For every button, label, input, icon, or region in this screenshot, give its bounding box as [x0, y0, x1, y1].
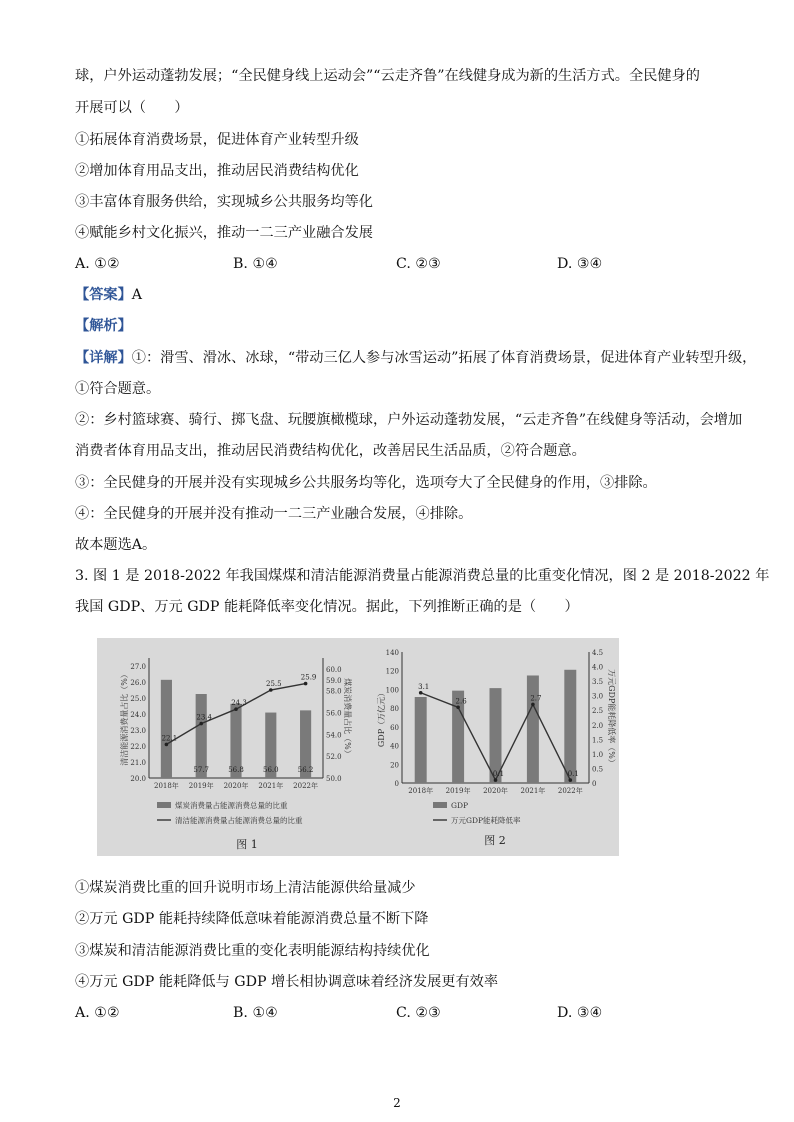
- answer-tag: 【答案】: [75, 287, 132, 303]
- fig1-bar: [161, 680, 172, 778]
- q2-detail-line1: [75, 348, 756, 368]
- fig2-left-tick: 100: [385, 686, 399, 695]
- fig1-line-point: [234, 707, 238, 711]
- fig2-x-tick: 2021年: [520, 787, 546, 795]
- fig1-left-tick: 25.0: [130, 695, 146, 703]
- fig1-bar-label: 56.8: [228, 766, 244, 774]
- fig1-line-label: 23.4: [196, 713, 212, 722]
- fig2-bar: [527, 675, 542, 783]
- q2-detail-line3: ②：乡村篮球赛、骑行、掷飞盘、玩腰旗橄榄球，户外运动蓬勃发展，“云走齐鲁”在线健身等活动，会增加: [75, 412, 743, 428]
- fig2-x-tick: 2018年: [408, 787, 434, 795]
- q3-option-a: A. ①②: [75, 1005, 120, 1021]
- q3-item-3: ③煤炭和清洁能源消费比重的变化表明能源结构持续优化: [75, 943, 430, 959]
- q3-option-d: D. ③④: [557, 1005, 603, 1021]
- fig1-bar-label: 56.0: [263, 766, 279, 774]
- fig1-right-tick: 58.0: [326, 687, 342, 696]
- figure1-chart: [119, 658, 353, 851]
- fig2-left-tick: 40: [390, 742, 399, 751]
- fig1-right-tick: 59.0: [326, 676, 342, 685]
- q3-item-1: ①煤炭消费比重的回升说明市场上清洁能源供给量减少: [75, 880, 416, 896]
- fig2-legend-bar-swatch: [433, 802, 447, 808]
- q3-stem-line2: 我国 GDP、万元 GDP 能耗降低率变化情况。据此，下列推断正确的是（ ）: [75, 599, 579, 615]
- fig1-x-tick: 2019年: [188, 782, 214, 790]
- q3-item-4: ④万元 GDP 能耗降低与 GDP 增长相协调意味着经济发展更有效率: [75, 974, 499, 990]
- fig1-right-tick: 50.0: [326, 775, 342, 783]
- fig2-line-point: [569, 778, 573, 782]
- fig2-bar: [564, 670, 576, 783]
- fig2-line-label: 3.1: [418, 682, 430, 691]
- fig2-right-tick: 4.5: [592, 649, 604, 657]
- fig1-x-tick: 2018年: [153, 782, 179, 790]
- q2-option-d: D. ③④: [557, 256, 603, 272]
- fig1-line-label: 24.3: [231, 699, 247, 708]
- fig2-line-point: [419, 691, 423, 695]
- fig2-left-tick: 80: [390, 705, 399, 714]
- analysis-tag: 【解析】: [75, 318, 132, 334]
- fig2-right-tick: 0.5: [592, 765, 604, 774]
- fig2-left-ylabel: GDP（万亿元）: [377, 688, 386, 748]
- figure2-chart: [376, 649, 617, 847]
- fig2-line-point: [494, 778, 498, 782]
- fig2-left-tick: 60: [390, 723, 399, 732]
- fig1-left-tick: 27.0: [130, 663, 146, 671]
- fig2-caption: 图 2: [484, 834, 506, 847]
- q2-item-1: ①拓展体育消费场景，促进体育产业转型升级: [75, 132, 359, 148]
- fig1-left-tick: 26.0: [130, 679, 146, 687]
- fig1-left-tick: 23.0: [130, 727, 146, 735]
- fig2-right-ylabel: 万元GDP能耗降低率（%）: [607, 669, 616, 767]
- q2-option-a: A. ①②: [75, 256, 120, 272]
- fig2-line-label: 2.6: [455, 697, 467, 706]
- fig2-right-tick: 3.0: [592, 692, 604, 701]
- q2-item-3: ③丰富体育服务供给，实现城乡公共服务均等化: [75, 194, 373, 210]
- fig2-right-tick: 2.0: [592, 721, 604, 730]
- fig2-legend-gdp: GDP: [451, 801, 469, 810]
- fig2-right-tick: 2.5: [592, 707, 604, 716]
- fig1-x-tick: 2020年: [223, 782, 249, 790]
- fig2-line-point: [456, 706, 460, 710]
- q2-detail-line6: ④：全民健身的开展并没有推动一二三产业融合发展，④排除。: [75, 506, 473, 522]
- fig1-right-tick: 54.0: [326, 731, 342, 740]
- fig2-line-label: 0.1: [567, 770, 579, 779]
- fig1-caption: 图 1: [236, 838, 258, 851]
- fig1-line-point: [269, 688, 273, 692]
- fig2-legend-rate: 万元GDP能耗降低率: [451, 816, 521, 825]
- fig2-line-point: [531, 703, 535, 707]
- q3-option-c: C. ②③: [396, 1005, 441, 1021]
- fig1-right-tick: 52.0: [326, 753, 342, 762]
- q2-answer: [75, 285, 142, 305]
- detail-text: ①：滑雪、滑冰、冰球，“带动三亿人参与冰雪运动”拓展了体育消费场景，促进体育产业转型升级，: [131, 350, 757, 366]
- fig1-bar-label: 56.2: [297, 766, 314, 774]
- q2-item-2: ②增加体育用品支出，推动居民消费结构优化: [75, 163, 359, 179]
- fig2-bar: [490, 688, 505, 783]
- fig1-line-point: [304, 682, 308, 686]
- fig2-right-tick: 3.5: [592, 678, 604, 687]
- fig1-legend-bar-swatch: [157, 802, 171, 808]
- fig1-left-tick: 24.0: [130, 711, 146, 719]
- fig1-legend-clean: 清洁能源消费量占能源消费总量的比重: [175, 816, 303, 825]
- page-number: 2: [393, 1096, 401, 1110]
- fig1-left-tick: 21.0: [130, 759, 146, 767]
- fig1-right-tick: 60.0: [326, 665, 342, 674]
- fig1-right-tick: 56.0: [326, 709, 342, 718]
- q2-item-4: ④赋能乡村文化振兴，推动一二三产业融合发展: [75, 225, 373, 241]
- fig1-left-tick: 22.0: [130, 743, 146, 751]
- fig2-left-tick: 140: [385, 649, 399, 657]
- fig2-x-tick: 2019年: [445, 787, 471, 795]
- q2-stem-line2: 开展可以（ ）: [75, 100, 189, 116]
- answer-value: A: [131, 287, 143, 303]
- q2-conclusion: 故本题选A。: [75, 537, 157, 553]
- fig2-bar: [415, 697, 427, 783]
- q2-detail-line2: ①符合题意。: [75, 381, 161, 397]
- fig2-line-label: 0.1: [492, 770, 505, 779]
- fig1-right-ylabel: 煤炭消费量占比（%）: [343, 678, 352, 758]
- fig2-right-tick: 1.5: [592, 736, 604, 745]
- fig1-line-point: [199, 722, 203, 726]
- fig1-line-label: 22.1: [161, 734, 178, 743]
- fig1-x-tick: 2021年: [258, 782, 284, 790]
- detail-tag: 【详解】: [75, 350, 132, 366]
- q3-stem-line1: 3. 图 1 是 2018-2022 年我国煤煤和清洁能源消费量占能源消费总量的比重变化情况，图 2 是 2018-2022 年: [75, 568, 770, 584]
- fig1-legend-coal: 煤炭消费量占能源消费总量的比重: [175, 801, 288, 810]
- fig2-right-tick: 4.0: [592, 663, 604, 672]
- fig2-x-tick: 2020年: [483, 787, 508, 795]
- q2-option-b: B. ①④: [233, 256, 278, 272]
- q2-analysis: [75, 316, 132, 336]
- fig2-left-tick: 120: [385, 667, 399, 676]
- fig1-line-label: 25.9: [300, 673, 317, 682]
- fig1-bar-label: 57.7: [193, 766, 209, 774]
- fig1-left-ylabel: 清洁能源消费量占比（%）: [120, 670, 129, 766]
- q2-detail-line5: ③：全民健身的开展并没有实现城乡公共服务均等化，选项夸大了全民健身的作用，③排除。: [75, 475, 657, 491]
- q2-option-c: C. ②③: [396, 256, 441, 272]
- fig2-left-tick: 0: [394, 780, 399, 788]
- q3-figure-svg: [97, 638, 619, 856]
- fig2-right-tick: 0: [592, 780, 597, 788]
- q3-item-2: ②万元 GDP 能耗持续降低意味着能源消费总量不断下降: [75, 911, 429, 927]
- fig2-right-tick: 1.0: [592, 750, 604, 759]
- fig1-left-tick: 20.0: [130, 775, 146, 783]
- fig2-left-tick: 20: [390, 761, 399, 770]
- q2-detail-line4: 消费者体育用品支出，推动居民消费结构优化，改善居民生活品质，②符合题意。: [75, 443, 586, 459]
- fig1-x-tick: 2022年: [293, 782, 319, 790]
- q3-option-b: B. ①④: [233, 1005, 278, 1021]
- fig2-x-tick: 2022年: [557, 787, 583, 795]
- q3-figure: [97, 638, 619, 856]
- fig1-line-label: 25.5: [266, 680, 282, 688]
- fig2-line-label: 2.7: [530, 694, 542, 703]
- q2-stem-line1: 球，户外运动蓬勃发展；“全民健身线上运动会”“云走齐鲁”在线健身成为新的生活方式。全民健身的: [75, 68, 700, 84]
- fig1-line-point: [165, 743, 169, 747]
